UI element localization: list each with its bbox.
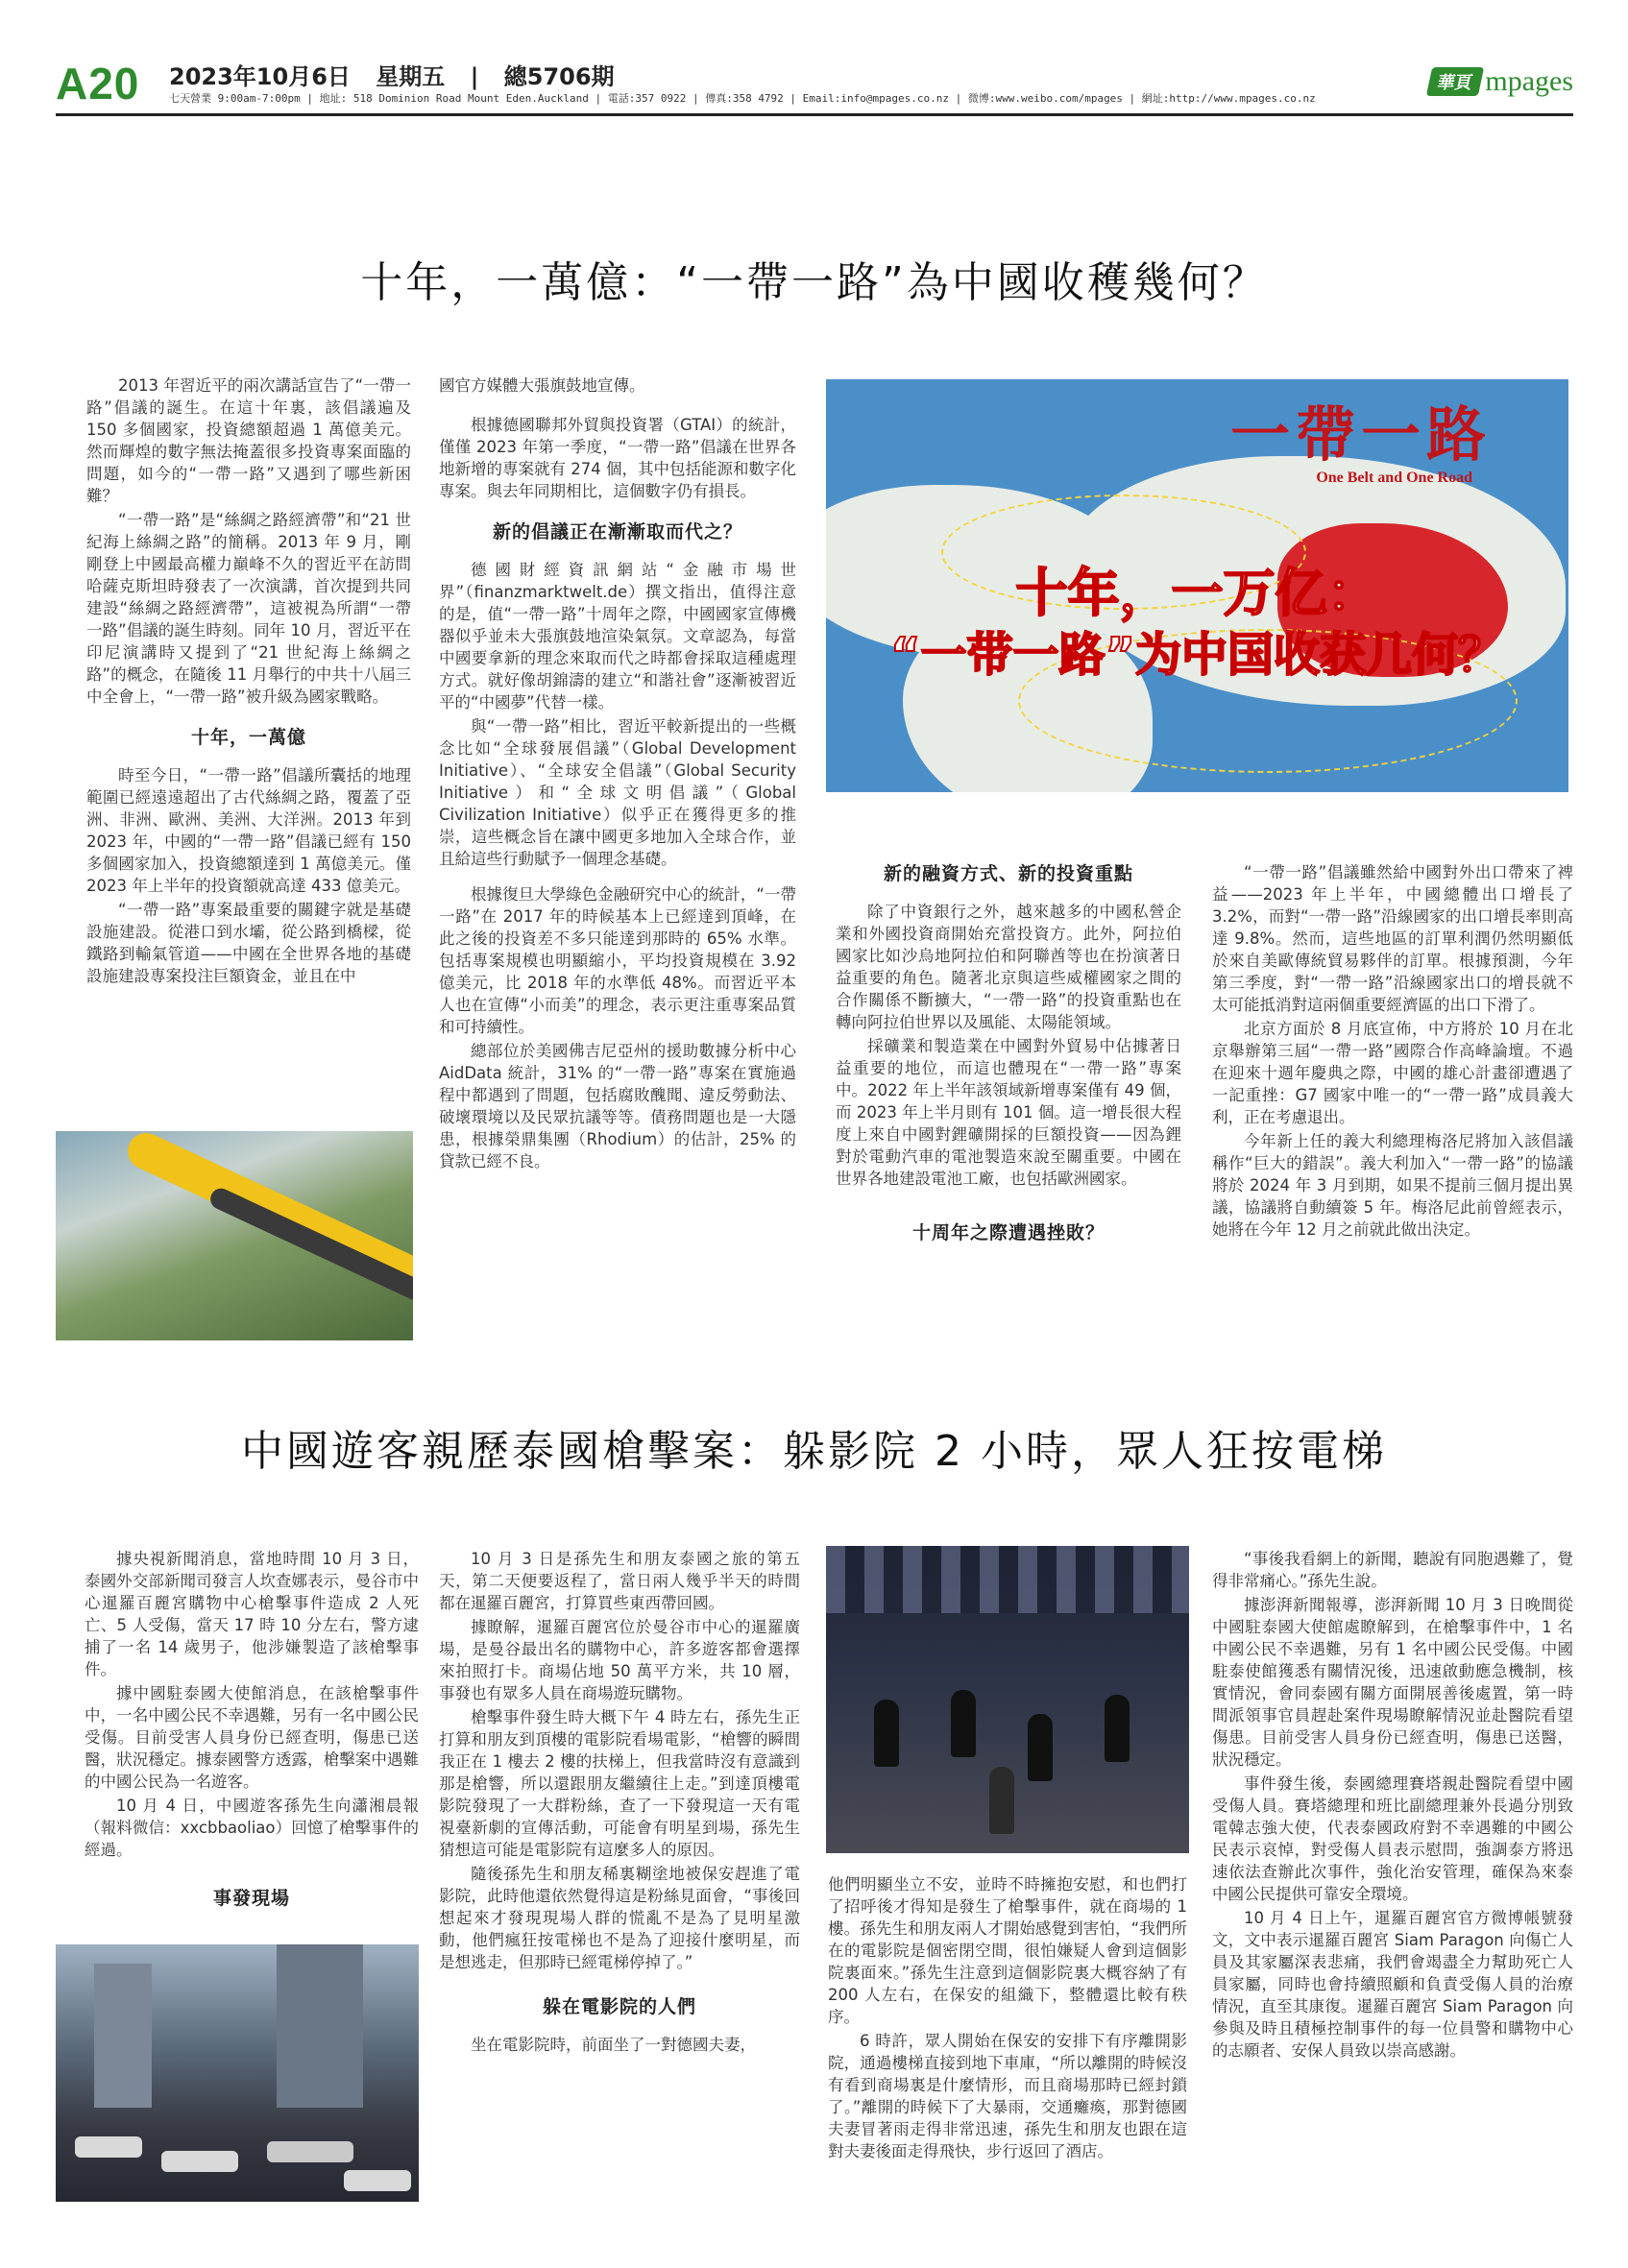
issue-info — [169, 58, 632, 91]
car — [161, 2151, 238, 2172]
paragraph: 槍擊事件發生時大概下午 4 時左右，孫先生正打算和朋友到頂樓的電影院看場電影，“槍響的瞬間我正在 1 樓去 2 樓的扶梯上，但我當時沒有意識到那是槍響，所以還跟朋友繼續往上走。”到達頂樓電影院發現了一大群粉絲，查了一下發現這一天有電視臺新劇的宣傳活動，可能會有明星到場，孫先生猜想這可能是電影院有這麼多人的原因。 — [439, 1708, 800, 1859]
ceiling-lights — [826, 1546, 1189, 1613]
paragraph: 德國財經資訊網站“金融市場世界”（finanzmarktwelt.de）撰文指出，值得注意的是，值“一帶一路”十周年之際，中國國家宣傳機器似乎並未大張旗鼓地渲染氣氛。文章認為，每當中國要拿新的理念來取而代之時都會採取這種處理方式。就好像胡錦濤的建立“和諧社會”逐漸被習近平的“中國夢”代替一樣。 — [439, 561, 796, 712]
paragraph: “事後我看網上的新聞，聽說有同胞遇難了，覺得非常痛心。”孫先生說。 — [1212, 1550, 1573, 1590]
issue-weekday: 星期五 — [376, 63, 446, 90]
person — [874, 1700, 899, 1767]
logo-text: mpages — [1485, 65, 1573, 97]
belt-road-logo: 一帶一路 — [1229, 399, 1492, 470]
paragraph: 10 月 4 日，中國遊客孫先生向瀟湘晨報（報料微信：xxcbbaoliao）回憶了槍擊事件的經過。 — [85, 1797, 419, 1859]
paragraph: 根據復旦大學綠色金融研究中心的統計，“一帶一路”在 2017 年的時候基本上已經達到頂峰，在此之後的投資差不多只能達到那時的 65% 水準。包括專案規模也明顯縮小，平均投資規模在 3.92 億美元，比 2018 年的水準低 48%。而習近平本人也在宣傳“小而美”的理念，表示更注重專案品質和可持續性。 — [439, 885, 796, 1036]
person — [1105, 1695, 1130, 1762]
paragraph: 據瞭解，暹羅百麗宮位於曼谷市中心的暹羅廣場，是曼谷最出名的購物中心，許多遊客都會選擇來拍照打卡。商場佔地 50 萬平方米，共 10 層，事發也有眾多人員在商場遊玩購物。 — [439, 1618, 800, 1702]
belt-road-map — [826, 379, 1568, 792]
person — [951, 1690, 976, 1757]
paragraph: 據中國駐泰國大使館消息，在該槍擊事件中，一名中國公民不幸遇難，另有一名中國公民受傷。目前受害人員身份已經查明，傷患已送醫，狀況穩定。據泰國警方透露，槍擊案中遇難的中國公民為一名遊客。 — [85, 1684, 419, 1791]
article2-column-4 — [1212, 1548, 1573, 2063]
issue-sep: | — [470, 63, 479, 90]
train-photo — [56, 1131, 413, 1340]
article1-column-4 — [1212, 861, 1573, 1243]
logo-mark: 華頁 — [1426, 67, 1484, 96]
paragraph: 10 月 3 日是孫先生和朋友泰國之旅的第五天，第二天便要返程了，當日兩人幾乎半天的時間都在暹羅百麗宮，打算買些東西帶回國。 — [439, 1550, 800, 1612]
subhead: 躲在電影院的人們 — [542, 1996, 696, 2017]
article2-title: 中國遊客親歷泰國槍擊案：躲影院 2 小時，眾人狂按電梯 — [241, 1427, 1387, 1476]
article1-column-2 — [439, 374, 796, 1174]
subhead: 十年，一萬億 — [190, 727, 306, 748]
paragraph: 北京方面於 8 月底宣佈，中方將於 10 月在北京舉辦第三屆“一帶一路”國際合作高峰論壇。不過在迎來十週年慶典之際，中國的雄心計畫卻遭遇了一記重挫：G7 國家中唯一的“一帶一路”成員義大利，正在考慮退出。 — [1212, 1020, 1573, 1126]
paragraph: 2013 年習近平的兩次講話宣告了“一帶一路”倡議的誕生。在這十年裏，該倡議遍及 150 多個國家，投資總額超過 1 萬億美元。然而輝煌的數字無法掩蓋很多投資專案面臨的問題，如今的“一帶一路”又遇到了哪些新困難？ — [86, 376, 411, 505]
subhead: 十周年之際遭遇挫敗？ — [911, 1222, 1105, 1243]
paragraph: 據澎湃新聞報導，澎湃新聞 10 月 3 日晚間從中國駐泰國大使館處瞭解到，在槍擊事件中，1 名中國公民不幸遇難，另有 1 名中國公民受傷。中國駐泰使館獲悉有關情況後，迅速啟動應急機制，核實情況，會同泰國有關方面開展善後處置，第一時間派領事官員趕赴案件現場瞭解情況並赴醫院看望傷患。目前受害人員身份已經查明，傷患已送醫，狀況穩定。 — [1212, 1596, 1573, 1769]
image-caption-line2: “一带一路”为中国收获几何？ — [889, 628, 1505, 682]
paragraph: “一帶一路”倡議雖然給中國對外出口帶來了裨益——2023 年上半年，中國總體出口增長了 3.2%，而對“一帶一路”沿線國家的出口增長率則高達 9.8%。然而，這些地區的訂單利潤仍然明顯低於來自美歐傳統貿易夥伴的訂單。根據預測，今年第三季度，對“一帶一路”沿線國家出口的增長就不太可能抵消對這兩個重要經濟區的出口下滑了。 — [1212, 863, 1573, 1014]
car — [75, 2136, 142, 2158]
building — [94, 1964, 152, 2108]
car — [344, 2170, 411, 2191]
subhead: 新的倡議正在漸漸取而代之？ — [492, 521, 742, 543]
paragraph: 6 時許，眾人開始在保安的安排下有序離開影院，通過樓梯直接到地下車庫，“所以離開的時候沒有看到商場裏是什麼情形，而且商場那時已經封鎖了。”離開的時候下了大暴雨，交通癱瘓，那對德國夫妻冒著雨走得非常迅速，孫先生和朋友也跟在這對夫妻後面走得飛快，步行返回了酒店。 — [828, 2032, 1187, 2160]
paragraph: “一帶一路”是“絲綢之路經濟帶”和“21 世紀海上絲綢之路”的簡稱。2013 年 9 月，剛剛登上中國最高權力巔峰不久的習近平在訪問哈薩克斯坦時發表了一次演講，首次提到共同建設“絲綢之路經濟帶”，這被視為所謂“一帶一路”倡議的誕生時刻。同年 10 月，習近平在印尼演講時又提到了“21 世紀海上絲綢之路”的概念，在隨後 11 月舉行的中共十八屆三中全會上，“一帶一路”被升級為國家戰略。 — [86, 511, 411, 706]
paragraph: 據央視新聞消息，當地時間 10 月 3 日，泰國外交部新聞司發言人坎查娜表示，曼谷市中心暹羅百麗宮購物中心槍擊事件造成 2 人死亡、5 人受傷，當天 17 時 10 分左右，警方逮捕了一名 14 歲男子，他涉嫌製造了該槍擊事件。 — [85, 1550, 419, 1678]
issue-number: 總5706期 — [503, 63, 615, 90]
paragraph: 除了中資銀行之外，越來越多的中國私營企業和外國投資商開始充當投資方。此外，阿拉伯國家比如沙烏地阿拉伯和阿聯酋等也在扮演著日益重要的角色。隨著北京與這些威權國家之間的合作關係不斷擴大，“一帶一路”的投資重點也在轉向阿拉伯世界以及風能、太陽能領域。 — [836, 903, 1181, 1031]
paragraph: 事件發生後，泰國總理賽塔親赴醫院看望中國受傷人員。賽塔總理和班比副總理兼外長過分別致電韓志強大使，代表泰國政府對不幸遇難的中國公民表示哀悼，對受傷人員表示慰問，強調泰方將迅速依法查辦此次事件，強化治安管理，確保為來泰中國公民提供可靠安全環境。 — [1212, 1774, 1573, 1903]
paragraph: 坐在電影院時，前面坐了一對德國夫妻， — [471, 2036, 756, 2054]
paragraph: 隨後孫先生和朋友稀裏糊塗地被保安趕進了電影院，此時他還依然覺得這是粉絲見面會，“事後回想起來才發現現場人群的慌亂不是為了見明星激動，他們瘋狂按電梯也不是為了迎接什麼明星，而是想逃走，但那時已經電梯停掉了。” — [439, 1865, 800, 1971]
paragraph: 時至今日，“一帶一路”倡議所囊括的地理範圍已經遠遠超出了古代絲綢之路，覆蓋了亞洲、非洲、歐洲、美洲、大洋洲。2013 年到 2023 年，中國的“一帶一路”倡議已經有 150 多個國家加入，投資總額達到 1 萬億美元。僅 2023 年上半年的投資額就高達 433 億美元。 — [86, 766, 411, 895]
subhead: 事發現場 — [212, 1888, 290, 1909]
paragraph: 與“一帶一路”相比，習近平較新提出的一些概念比如“全球發展倡議”（Global Development Initiative）、“全球安全倡議”（Global Security Initiative）和“全球文明倡議”（Global Civilization Initiative）似乎正在獲得更多的推崇，這些概念旨在讓中國更多地加入全球合作，並且給這些行動賦予一個理念基礎。 — [439, 717, 796, 868]
person — [1028, 1714, 1053, 1781]
issue-date: 2023年10月6日 — [169, 63, 351, 90]
page-header — [56, 56, 1573, 113]
article2-column-1 — [85, 1548, 419, 1925]
paragraph: 採礦業和製造業在中國對外貿易中佔據著日益重要的地位，而這也體現在“一帶一路”專案中。2022 年上半年該領域新增專案僅有 49 個，而 2023 年上半月則有 101 個。這一增長很大程度上來自中國對鋰礦開採的巨額投資——因為鋰對於電動汽車的電池製造來說至關重要。中國在世界各地建設電池工廠，也包括歐洲國家。 — [836, 1037, 1181, 1188]
article2-column-2 — [439, 1548, 800, 2058]
paragraph: 國官方媒體大張旗鼓地宣傳。 — [439, 376, 645, 395]
article2-column-3 — [828, 1873, 1187, 2164]
article1-column-3 — [836, 850, 1181, 1260]
paragraph: 今年新上任的義大利總理梅洛尼將加入該倡議稱作“巨大的錯誤”。義大利加入“一帶一路”的協議將於 2024 年 3 月到期，如果不提前三個月提出異議，協議將自動續簽 5 年。梅洛尼此前曾經表示，她將在今年 12 月之前就此做出決定。 — [1212, 1132, 1573, 1239]
article1-title: 十年，一萬億：“一帶一路”為中國收穫幾何？ — [360, 258, 1268, 307]
building — [277, 1944, 363, 2108]
siam-paragon-photo — [56, 1944, 419, 2202]
cinema-lobby-photo — [826, 1546, 1189, 1853]
paragraph: “一帶一路”專案最重要的關鍵字就是基礎設施建設。從港口到水壩，從公路到橋樑，從鐵路到輸氣管道——中國在全世界各地的基礎設施建設專案投注巨額資金，並且在中 — [86, 901, 411, 985]
paragraph: 總部位於美國佛吉尼亞州的援助數據分析中心 AidData 統計，31% 的“一帶一路”專案在實施過程中都遇到了問題，包括腐敗醜聞、違反勞動法、破壞環境以及民眾抗議等等。債務問題也是一大隱患，根據榮鼎集團（Rhodium）的估計，25% 的貸款已經不良。 — [439, 1042, 796, 1170]
image-caption-line1: 十年，一万亿： — [1015, 563, 1379, 623]
contact-info: 七天營業 9:00am-7:00pm | 地址: 518 Dominion Road Mount Eden.Auckland | 電話:357 0922 | 傳真:358 4792 | Email:info@mpages.co.nz | 微博:www.weibo.com/mpages | 網址:http://www.mpages.co.nz — [169, 92, 1316, 105]
paragraph: 10 月 4 日上午，暹羅百麗宮官方微博帳號發文，文中表示暹羅百麗宮 Siam Paragon 向傷亡人員及其家屬深表悲痛，我們會竭盡全力幫助死亡人員家屬，同時也會持續照顧和負責受傷人員的治療情況，直至其康復。暹羅百麗宮 Siam Paragon 向參與及時且積極控制事件的每一位員警和購物中心的志願者、安保人員致以崇高感謝。 — [1212, 1909, 1573, 2060]
publisher-logo — [1429, 65, 1573, 98]
page-number: A20 — [56, 59, 140, 109]
subhead: 新的融資方式、新的投資重點 — [883, 863, 1133, 884]
article1-column-1 — [86, 374, 411, 989]
person — [989, 1767, 1014, 1834]
belt-road-logo-en: One Belt and One Road — [1316, 470, 1472, 486]
paragraph: 他們明顯坐立不安，並時不時擁抱安慰，和也們打了招呼後才得知是發生了槍擊事件，就在商場的 1 樓。孫先生和朋友兩人才開始感覺到害怕，“我們所在的電影院是個密閉空間，很怕嫌疑人會到這個影院裏面來。”孫先生注意到這個影院裏大概容納了有 200 人左右，在保安的組織下，整體還比較有秩序。 — [828, 1875, 1187, 2026]
header-rule — [56, 113, 1573, 116]
car — [267, 2141, 353, 2162]
paragraph: 根據德國聯邦外貿與投資署（GTAI）的統計，僅僅 2023 年第一季度，“一帶一路”倡議在世界各地新增的專案就有 274 個，其中包括能源和數字化專案。與去年同期相比，這個數字仍有損長。 — [439, 416, 796, 500]
